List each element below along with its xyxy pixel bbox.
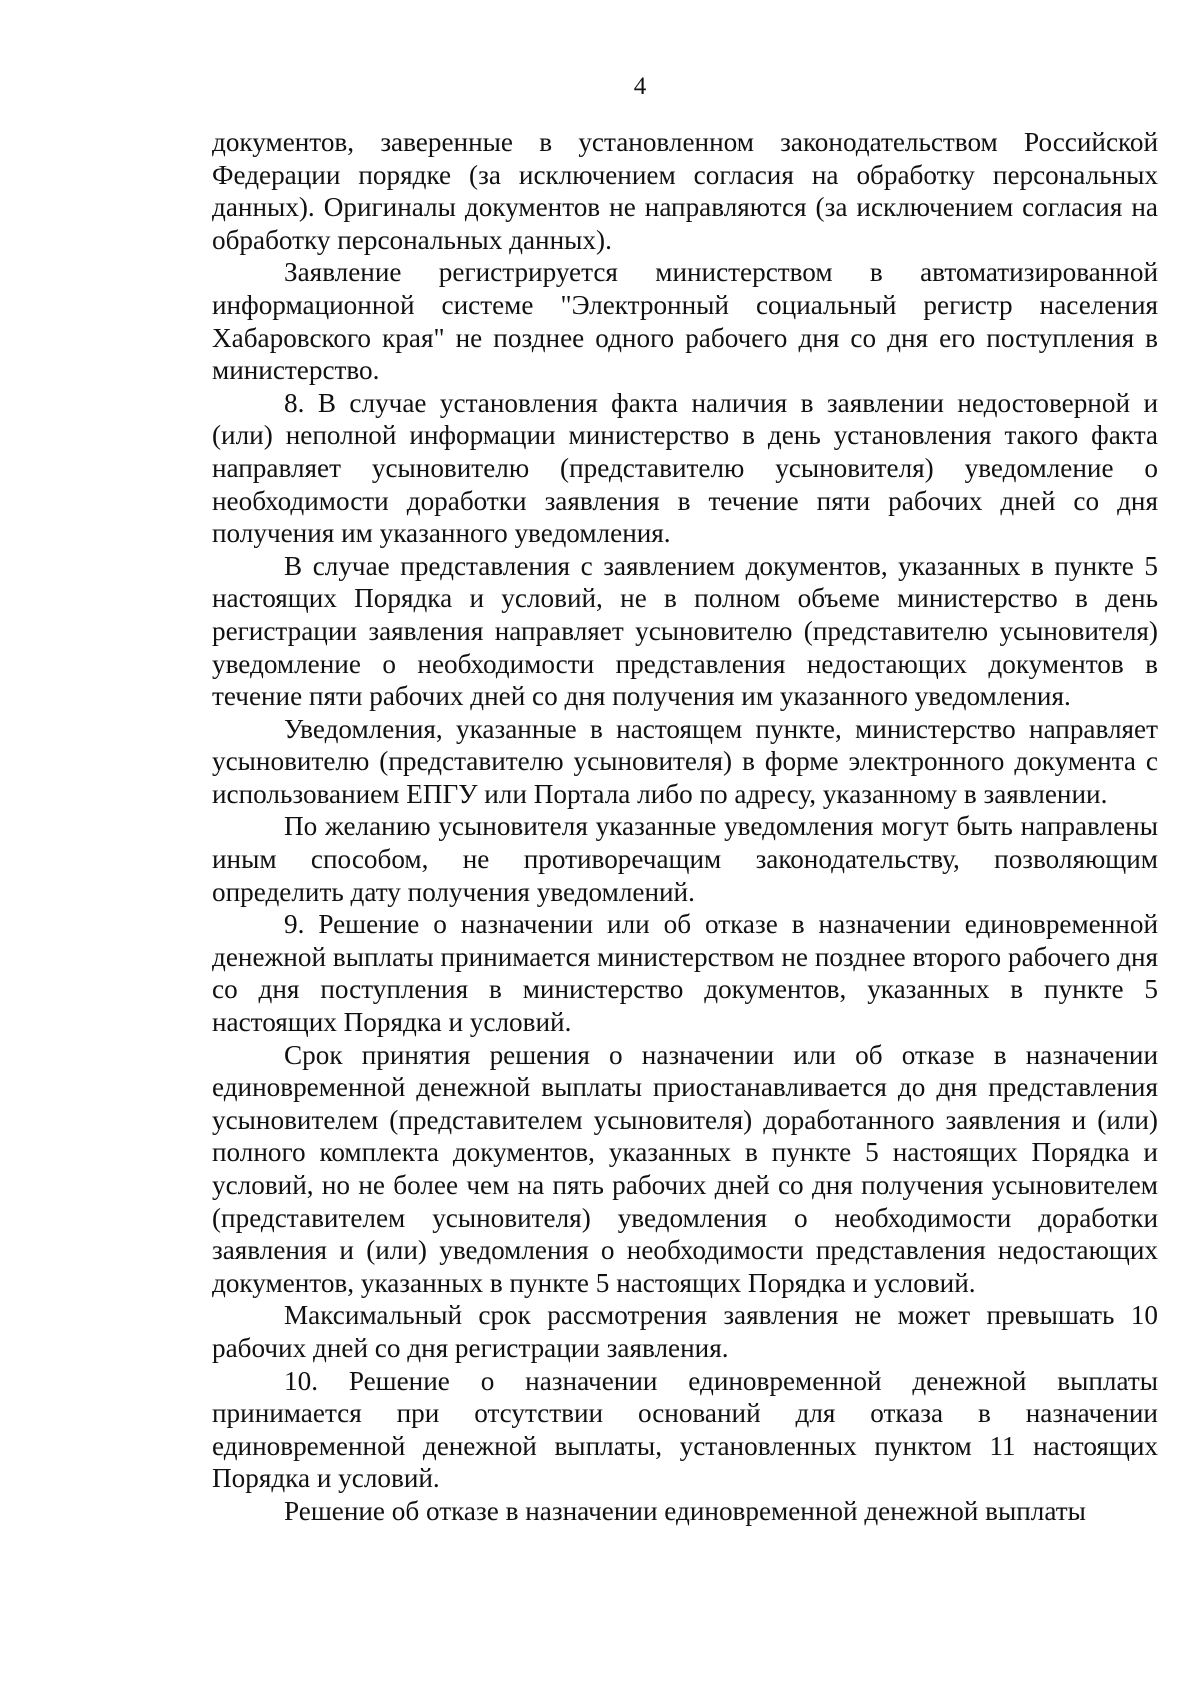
paragraph-refusal-decision: Решение об отказе в назначении единовременной денежной выплаты [284, 1495, 1086, 1526]
paragraph-item-8: 8. В случае установления факта наличия в заявлении недостоверной и (или) неполной информации министерство в день установления такого факта направляет усыновителю (представителю усыновителя) уведомление о необходимости доработки заявления в течение пяти рабочих дней со дня получения им указанного уведомления. [212, 387, 1158, 549]
page-number: 4 [633, 73, 647, 100]
paragraph-incomplete-documents: В случае представления с заявлением документов, указанных в пункте 5 настоящих Порядка и условий, не в полном объеме министерство в день регистрации заявления направляет усыновителю (представителю усыновителя) уведомление о необходимости представления недостающих документов в течение пяти рабочих дней со дня получения им указанного уведомления. [212, 550, 1158, 712]
document-body [212, 126, 1158, 1528]
paragraph-continued-documents: документов, заверенные в установленном законодательством Российской Федерации порядке (за исключением согласия на обработку персональных данных). Оригиналы документов не направляются (за исключением согласия на обработку персональных данных). [212, 127, 1158, 255]
paragraph-notification-delivery: Уведомления, указанные в настоящем пункте, министерство направляет усыновителю (представителю усыновителя) в форме электронного документа с использованием ЕПГУ или Портала либо по адресу, указанному в заявлении. [212, 713, 1158, 809]
paragraph-registration: Заявление регистрируется министерством в автоматизированной информационной системе "Электронный социальный регистр населения Хабаровского края" не позднее одного рабочего дня со дня его поступления в министерство. [212, 257, 1158, 386]
paragraph-alternative-delivery: По желанию усыновителя указанные уведомления могут быть направлены иным способом, не противоречащим законодательству, позволяющим определить дату получения уведомлений. [212, 811, 1158, 907]
paragraph-maximum-term: Максимальный срок рассмотрения заявления не может превышать 10 рабочих дней со дня регистрации заявления. [212, 1300, 1158, 1363]
paragraph-item-9: 9. Решение о назначении или об отказе в назначении единовременной денежной выплаты принимается министерством не позднее второго рабочего дня со дня поступления в министерство документов, указанных в пункте 5 настоящих Порядка и условий. [212, 909, 1158, 1038]
paragraph-decision-suspension: Срок принятия решения о назначении или об отказе в назначении единовременной денежной выплаты приостанавливается до дня представления усыновителем (представителем усыновителя) доработанного заявления и (или) полного комплекта документов, указанных в пункте 5 настоящих Порядка и условий, но не более чем на пять рабочих дней со дня получения усыновителем (представителем усыновителя) уведомления о необходимости доработки заявления и (или) уведомления о необходимости представления недостающих документов, указанных в пункте 5 настоящих Порядка и условий. [212, 1039, 1158, 1298]
paragraph-item-10: 10. Решение о назначении единовременной денежной выплаты принимается при отсутствии оснований для отказа в назначении единовременной денежной выплаты, установленных пунктом 11 настоящих Порядка и условий. [212, 1365, 1158, 1494]
